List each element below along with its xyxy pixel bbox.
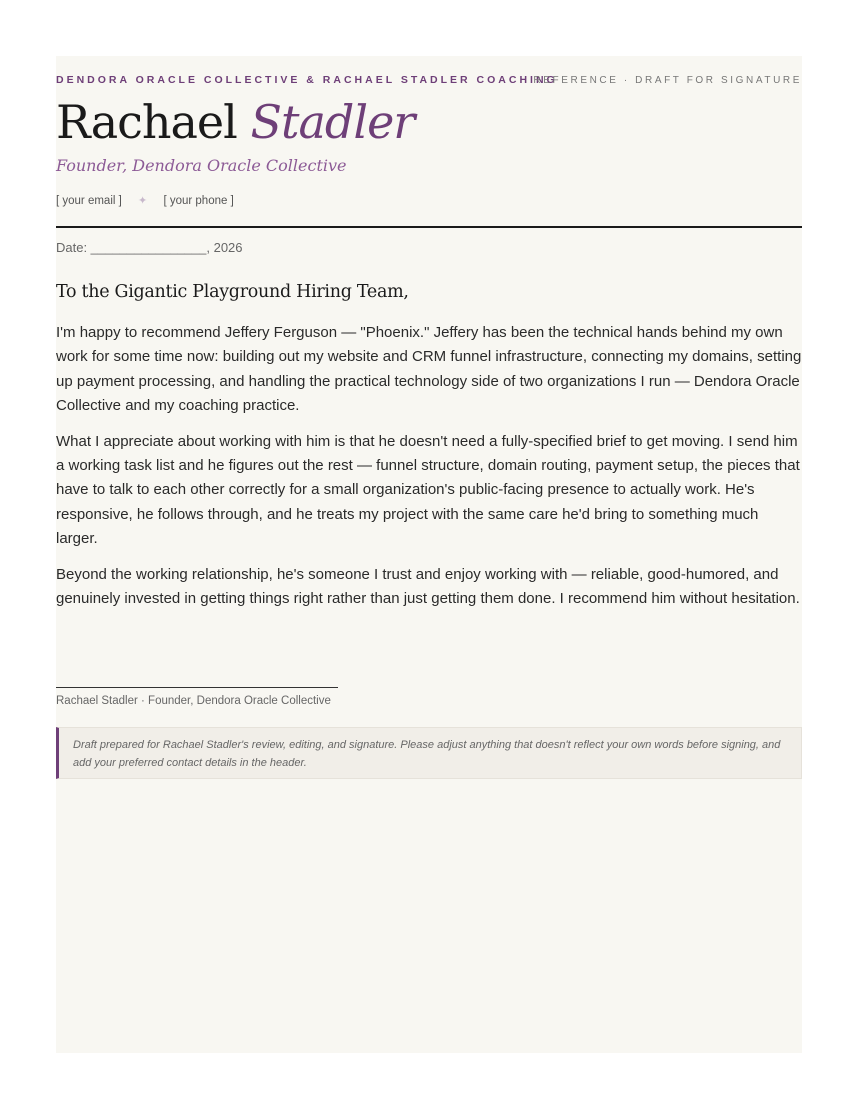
header-topline	[56, 74, 802, 88]
body-paragraph-1: I'm happy to recommend Jeffery Ferguson — "Phoenix." Jeffery has been the technical hands behind my own work for some time now: building out my website and CRM funnel infrastructure, connecting my domains, setting up payment processing, and handling the practical technology side of two organizations I run — Dendora Oracle Collective and my coaching practice.	[56, 324, 802, 414]
body-paragraph-2: What I appreciate about working with him is that he doesn't need a fully-specified brief to get moving. I send him a working task list and he figures out the rest — funnel structure, domain routing, payment setup, the pieces that have to talk to each other correctly for a small organization's public-facing presence to actually work. He's responsive, he follows through, and he treats my project with the same care he'd bring to something much larger.	[56, 432, 800, 547]
signature-label: Rachael Stadler · Founder, Dendora Oracle Collective	[56, 695, 331, 707]
last-name: Stadler	[250, 95, 415, 149]
letter-body	[56, 321, 804, 623]
body-paragraph-3: Beyond the working relationship, he's someone I trust and enjoy working with — reliable, good-humored, and genuinely invested in getting things right rather than just getting them done. I recommend him without hesitation.	[56, 565, 800, 607]
signature-line	[56, 687, 338, 688]
letterhead-title: Founder, Dendora Oracle Collective	[56, 156, 347, 175]
email-placeholder: [ your email ]	[56, 195, 122, 207]
draft-note: Draft prepared for Rachael Stadler's review, editing, and signature. Please adjust anything that doesn't reflect your own words before signing, and add your preferred contact details in the header.	[56, 727, 802, 779]
salutation: To the Gigantic Playground Hiring Team,	[56, 282, 409, 302]
organization-line: DENDORA ORACLE COLLECTIVE & RACHAEL STADLER COACHING	[56, 74, 558, 86]
sparkle-separator-icon: ✦	[138, 195, 148, 207]
header-divider	[56, 226, 802, 228]
letter-page	[56, 56, 802, 1053]
first-name: Rachael	[56, 95, 237, 149]
letter-date: Date: ________________, 2026	[56, 240, 243, 255]
phone-placeholder: [ your phone ]	[163, 195, 234, 207]
reference-label: REFERENCE · DRAFT FOR SIGNATURE	[533, 75, 802, 86]
letterhead-name	[56, 92, 414, 152]
contact-line	[56, 194, 234, 207]
